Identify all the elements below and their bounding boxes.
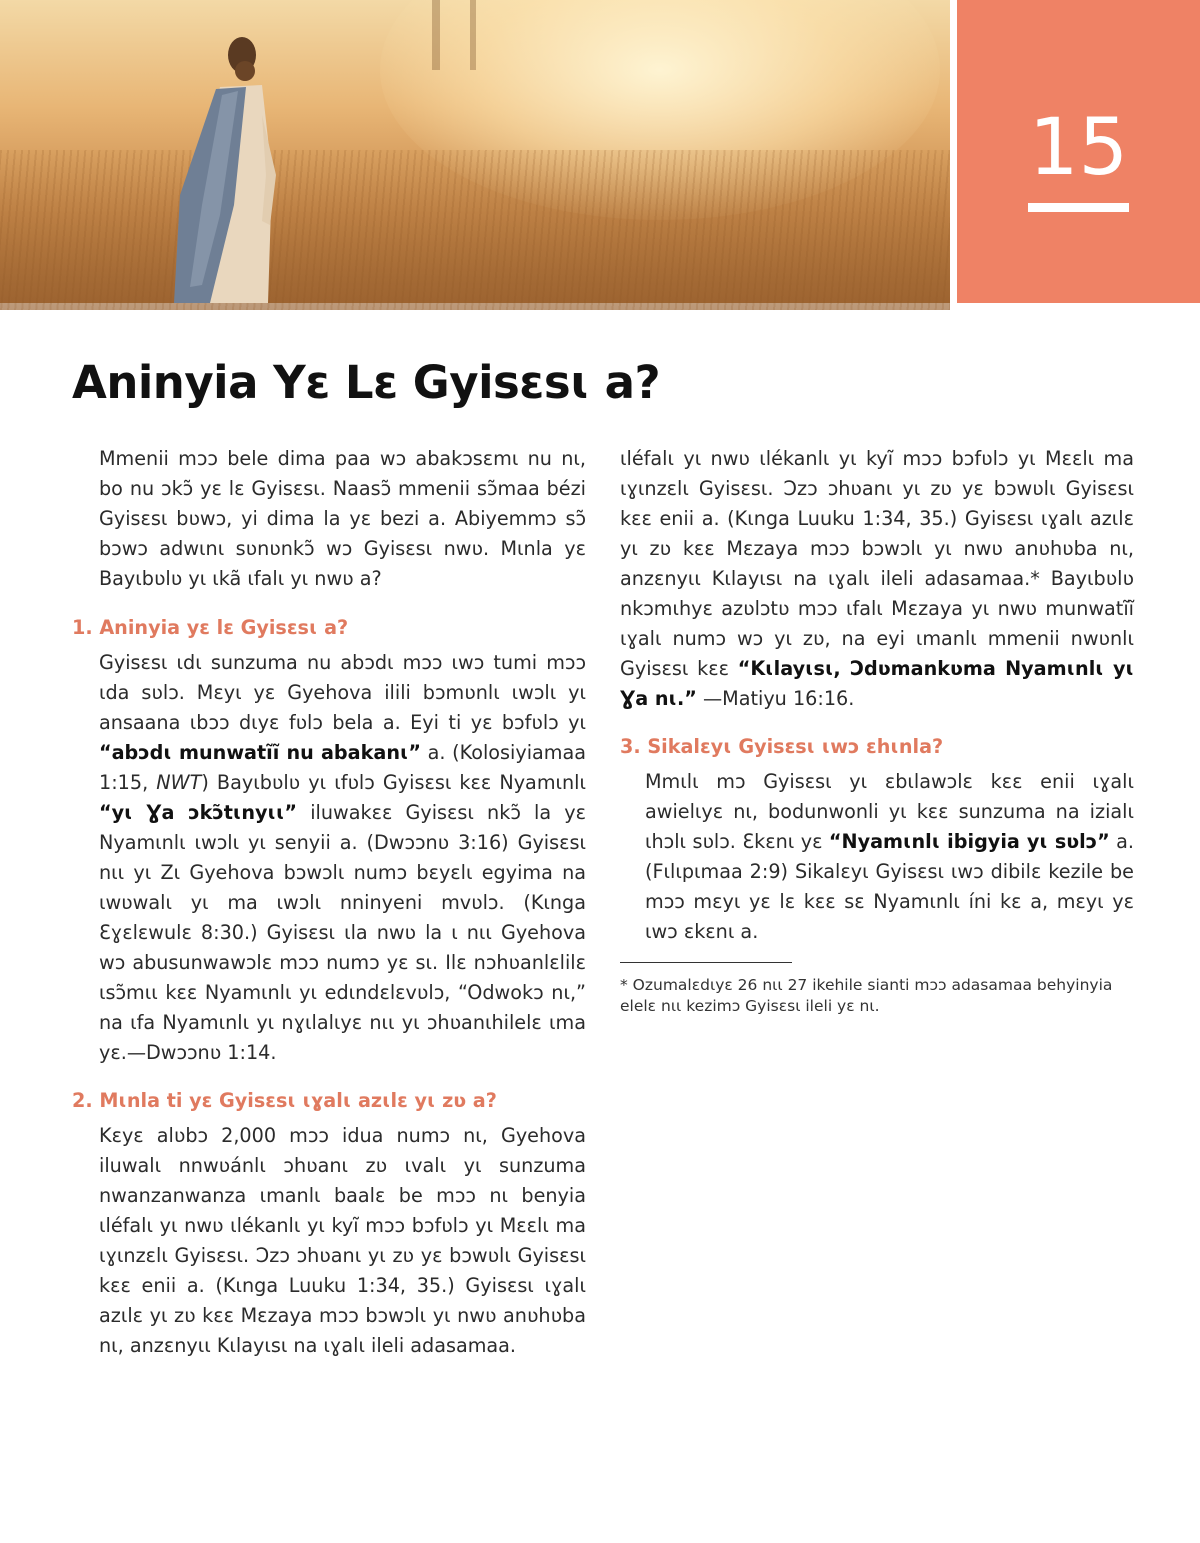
text-span: Gyisɛsɩ ɩdɩ sunzuma nu abɔdɩ mɔɔ ɩwɔ tumi mɔɔ ɩda sʋlɔ. Mɛyɩ yɛ Gyehova ilili bɔmʋnlɩ ɩwɔlɩ yɩ ansaana ɩbɔɔ dɩyɛ fʋlɔ bela a. Eyi ti yɛ bɔfʋlɔ yɩ <box>99 651 586 734</box>
tree-trunk <box>470 0 476 70</box>
answer-2-paragraph-part2 <box>620 444 1134 714</box>
answer-1-paragraph <box>72 648 586 1068</box>
tree-trunk <box>432 0 440 70</box>
walking-man-figure <box>150 25 290 303</box>
footnote-divider <box>620 962 792 963</box>
question-1-heading: 1. Aninyia yɛ lɛ Gyisɛsɩ a? <box>72 616 349 639</box>
bold-quote: “Nyamɩnlɩ ibigyia yɩ sʋlɔ” <box>828 830 1110 853</box>
text-span: Bayɩbʋlʋ nkɔmɩhyɛ azʋlɔtʋ mɔɔ ɩfalɩ Mɛzaya yɩ nwʋ munwatĩĩ ɩɣalɩ numɔ wɔ yɩ zʋ, na eyi ɩmanlɩ mmenii nwʋnlɩ Gyisɛsɩ kɛɛ <box>620 567 1134 680</box>
grass-field <box>0 150 950 310</box>
page-title: Aninyia Yɛ Lɛ Gyisɛsɩ a? <box>72 356 661 409</box>
left-column <box>72 444 586 1357</box>
chapter-badge <box>957 0 1200 303</box>
bold-quote: “abɔdɩ munwatĩĩ nu abakanɩ” <box>99 741 422 764</box>
answer-3-paragraph <box>620 767 1134 947</box>
right-column <box>620 444 1134 1017</box>
intro-paragraph: Mmenii mɔɔ bele dima paa wɔ abakɔsɛmɩ nu nɩ, bo nu ɔkɔ̃ yɛ lɛ Gyisɛsɩ. Naasɔ̃ mmenii sɔ̃maa bézi Gyisɛsɩ bʋwɔ, yi dima la yɛ bezi a. Abiyemmɔ sɔ̃ bɔwɔ adwɩnɩ sʋnʋnkɔ̃ wɔ Gyisɛsɩ nwʋ. Mɩnla yɛ Bayɩbʋlʋ yɩ ɩkã ɩfalɩ yɩ nwʋ a? <box>99 447 586 590</box>
italic-ref: NWT <box>156 771 202 794</box>
text-span: iluwakɛɛ Gyisɛsɩ nkɔ̃ la yɛ Nyamɩnlɩ ɩwɔlɩ yɩ senyii a. (Dwɔɔnʋ 3:16) Gyisɛsɩ nɩɩ yɩ Zɩ Gyehova bɔwɔlɩ numɔ bɛyɛlɩ egyima na ɩwʋwalɩ yɩ ma ɩwɔlɩ nninyeni mvʋlɔ. (Kɩnga Ɛɣɛlɛwulɛ 8:30.) Gyisɛsɩ ɩla nwʋ la ɩ nɩɩ Gyehova wɔ abusunwawɔlɛ mɔɔ numɔ yɛ sɩ. Ilɛ nɔhʋanlɛlilɛ ɩsɔ̃mɩɩ kɛɛ Nyamɩnlɩ yɩ edɩndɛlɛvʋlɔ, “Odwokɔ nɩ,” na ɩfa Nyamɩnlɩ yɩ nɣɩlalɩyɛ nɩɩ yɩ ɔhʋanɩhilelɛ ɩma yɛ.—Dwɔɔnʋ 1:14. <box>99 801 586 1064</box>
question-3-heading: 3. Sikalɛyɩ Gyisɛsɩ ɩwɔ ɛhɩnla? <box>620 735 944 758</box>
chapter-number: 15 <box>1028 103 1129 193</box>
footnote: * Ozumalɛdɩyɛ 26 nɩɩ 27 ikehile sianti mɔɔ adasamaa behyinyia elelɛ nɩɩ kezimɔ Gyisɛsɩ ileli yɛ nɩ. <box>620 976 1113 1015</box>
text-span: ) Bayɩbʋlʋ yɩ ɩfʋlɔ Gyisɛsɩ kɛɛ Nyamɩnlɩ <box>201 771 586 794</box>
bold-quote: “yɩ Ɣa ɔkɔ̃tɩnyɩɩ” <box>99 801 298 824</box>
answer-2-paragraph-part1 <box>72 1121 586 1357</box>
scripture-ref: —Matiyu 16:16. <box>702 687 855 710</box>
continued-text: ɩléfalɩ yɩ nwʋ ɩlékanlɩ yɩ kyĩ mɔɔ bɔfʋlɔ yɩ Mɛɛlɩ ma ɩɣɩnzɛlɩ Gyisɛsɩ. Ɔzɔ ɔhʋanɩ yɩ zʋ yɛ bɔwʋlɩ Gyisɛsɩ kɛɛ enii a. (Kɩnga Luuku 1:34, 35.) Gyisɛsɩ ɩɣalɩ azɩlɛ yɩ zʋ kɛɛ Mɛzaya mɔɔ bɔwɔlɩ yɩ nwʋ anʋhʋba nɩ, anzɛnyɩɩ Kɩlayɩsɩ na ɩɣalɩ ileli adasamaa. <box>620 447 1134 590</box>
chapter-underline <box>1028 203 1129 212</box>
text-span: Mmɩlɩ mɔ Gyisɛsɩ yɩ ɛbɩlawɔlɛ kɛɛ enii ɩɣalɩ awielɩyɛ nɩ, bodunwonli yɩ kɛɛ sunzuma na izialɩ ɩhɔlɩ sʋlɔ. Ɛkɛnɩ yɛ <box>645 770 1134 853</box>
footnote-marker: * <box>1030 567 1040 590</box>
question-2-heading: 2. Mɩnla ti yɛ Gyisɛsɩ ɩɣalɩ azɩlɛ yɩ zʋ a? <box>72 1089 497 1112</box>
text-span: Kɛyɛ alʋbɔ 2,000 mɔɔ idua numɔ nɩ, Gyehova iluwalɩ nnwʋánlɩ ɔhʋanɩ zʋ ɩvalɩ yɩ sunzuma nwanzanwanza ɩmanlɩ baalɛ be mɔɔ nɩ benyia ɩléfalɩ yɩ nwʋ ɩlékanlɩ yɩ kyĩ mɔɔ bɔfʋlɔ yɩ Mɛɛlɩ ma ɩɣɩnzɛlɩ Gyisɛsɩ. Ɔzɔ ɔhʋanɩ yɩ zʋ yɛ bɔwʋlɩ Gyisɛsɩ kɛɛ enii a. (Kɩnga Luuku 1:34, 35.) Gyisɛsɩ ɩɣalɩ azɩlɛ yɩ zʋ kɛɛ Mɛzaya mɔɔ bɔwɔlɩ yɩ nwʋ anʋhʋba nɩ, anzɛnyɩɩ Kɩlayɩsɩ na ɩɣalɩ ileli adasamaa. <box>99 1124 586 1357</box>
text-span: a. (Fɩlɩpɩmaa 2:9) Sikalɛyɩ Gyisɛsɩ ɩwɔ dibilɛ kezile be mɔɔ mɛyɩ yɛ lɛ kɛɛ sɛ Nyamɩnlɩ íni kɛ a, mɛyɩ yɛ ɩwɔ ɛkɛnɩ a. <box>645 830 1134 943</box>
bold-quote: “Kɩlayɩsɩ, Ɔdʋmankʋma Nyamɩnlɩ yɩ Ɣa nɩ.” <box>620 657 1134 710</box>
text-span: a. (Kolosiyiamaa 1:15, <box>99 741 586 794</box>
hero-photo <box>0 0 950 303</box>
